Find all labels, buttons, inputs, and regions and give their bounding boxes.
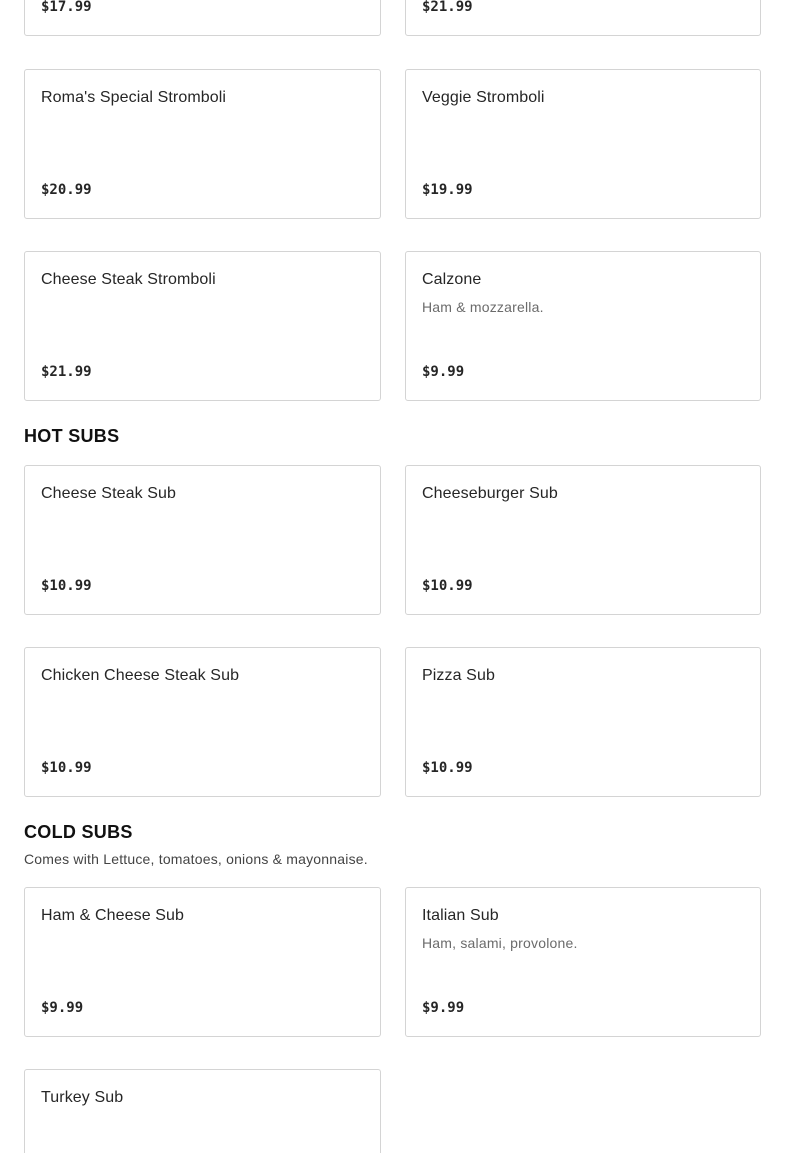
- menu-item-card[interactable]: [24, 69, 381, 219]
- menu-item-card[interactable]: [405, 465, 761, 615]
- item-name: Roma's Special Stromboli: [41, 89, 227, 106]
- item-name: Veggie Stromboli: [422, 89, 545, 106]
- item-name: Cheeseburger Sub: [422, 485, 558, 502]
- section-note: Comes with Lettuce, tomatoes, onions & mayonnaise.: [24, 851, 368, 867]
- section-title-cold-subs: COLD SUBS: [24, 822, 133, 842]
- menu-item-card[interactable]: [405, 647, 761, 797]
- menu-item-card[interactable]: [405, 251, 761, 401]
- item-price: $19.99: [422, 182, 473, 198]
- menu-item-card[interactable]: [405, 887, 761, 1037]
- item-price: $17.99: [41, 0, 92, 15]
- item-name: Turkey Sub: [41, 1089, 124, 1106]
- item-name: Cheese Steak Sub: [41, 485, 177, 502]
- item-name: Pizza Sub: [422, 667, 495, 684]
- menu-item-card[interactable]: [405, 69, 761, 219]
- item-name: Chicken Cheese Steak Sub: [41, 667, 240, 684]
- item-price: $9.99: [422, 364, 465, 380]
- item-price: $9.99: [41, 1000, 84, 1016]
- item-price: $10.99: [41, 760, 92, 776]
- item-price: $21.99: [41, 364, 92, 380]
- menu-item-card[interactable]: [24, 251, 381, 401]
- item-price: $10.99: [41, 578, 92, 594]
- item-price: $10.99: [422, 578, 473, 594]
- item-price: $10.99: [422, 760, 473, 776]
- menu-item-card[interactable]: [24, 465, 381, 615]
- menu-item-card[interactable]: [24, 647, 381, 797]
- menu-item-card[interactable]: [24, 887, 381, 1037]
- menu-item-card[interactable]: [24, 1069, 381, 1153]
- item-description: Ham, salami, provolone.: [422, 935, 578, 951]
- item-price: $21.99: [422, 0, 473, 15]
- item-name: Calzone: [422, 271, 482, 288]
- item-name: Cheese Steak Stromboli: [41, 271, 216, 288]
- menu-item-card[interactable]: [405, 0, 761, 36]
- item-name: Ham & Cheese Sub: [41, 907, 185, 924]
- item-price: $9.99: [422, 1000, 465, 1016]
- item-description: Ham & mozzarella.: [422, 299, 544, 315]
- item-name: Italian Sub: [422, 907, 499, 924]
- menu-item-card[interactable]: [24, 0, 381, 36]
- section-title-hot-subs: HOT SUBS: [24, 426, 120, 446]
- item-price: $20.99: [41, 182, 92, 198]
